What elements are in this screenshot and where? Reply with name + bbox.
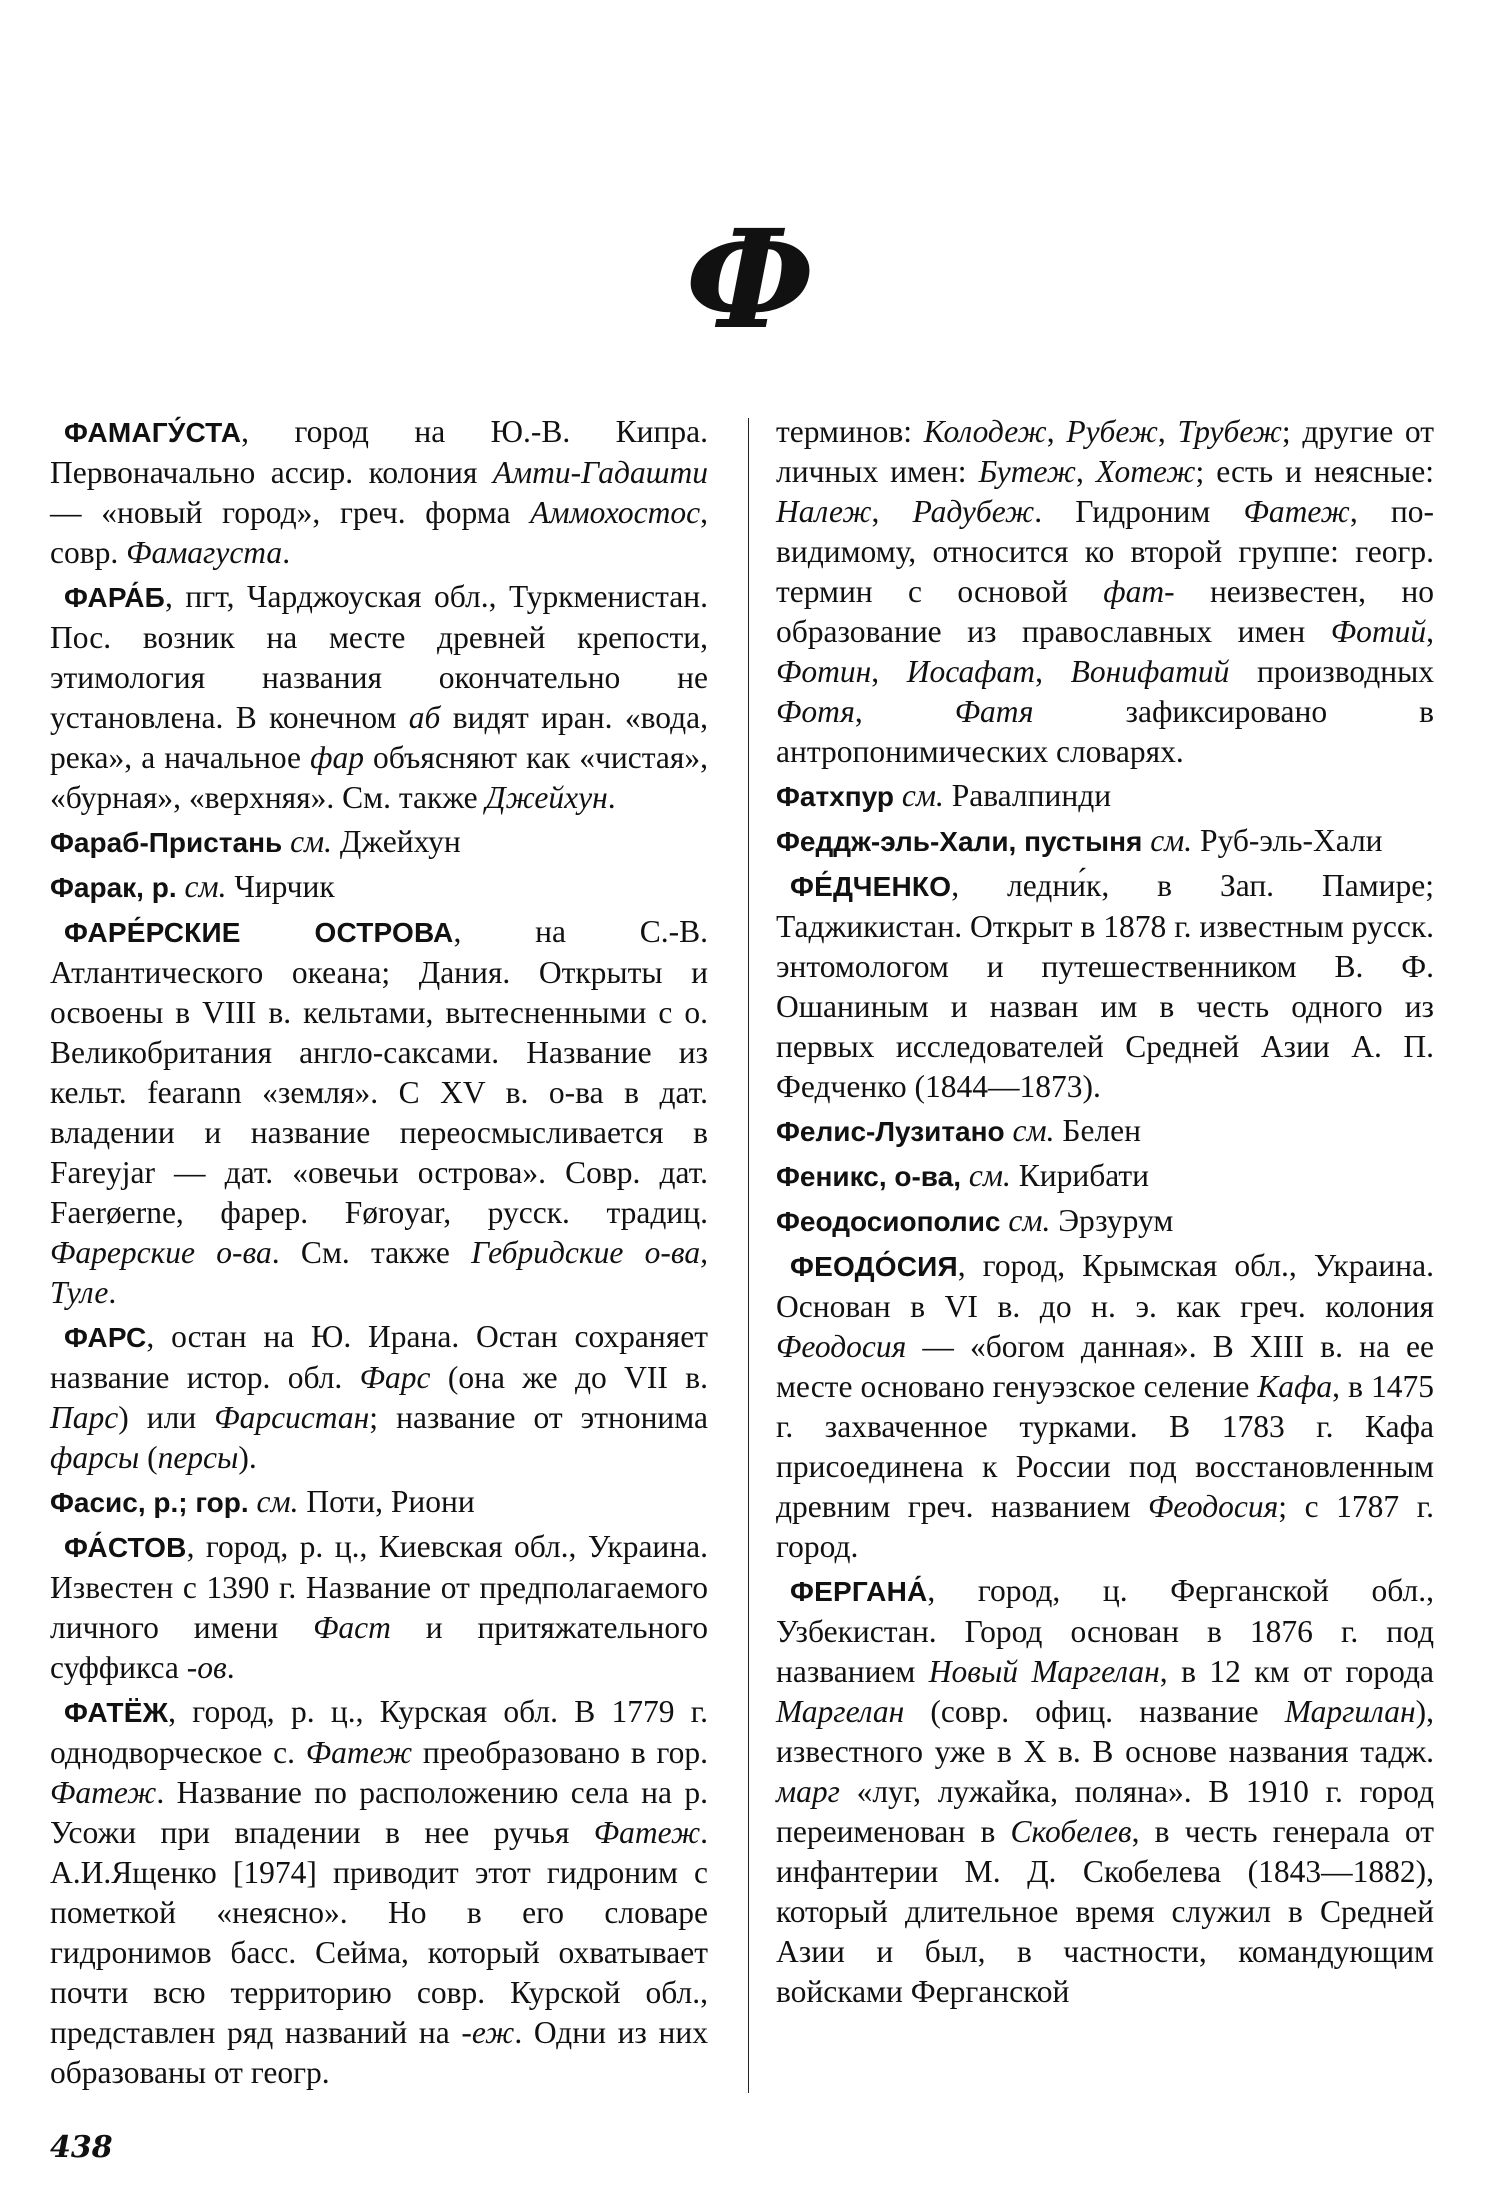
page-number: 438 xyxy=(50,2130,113,2165)
italic-term: фат- xyxy=(1103,574,1175,609)
italic-term: Фарерские о-ва xyxy=(50,1235,272,1270)
italic-term: марг xyxy=(776,1774,840,1809)
cross-reference-entry xyxy=(50,1482,708,1523)
entry-text: . xyxy=(226,1650,235,1685)
entry-text: Джейхун xyxy=(332,824,461,859)
entry-text: . А.И.Ященко [1974] приводит этот гидроним с пометкой «неясно». Но в его словаре гидронимов басс. Сейма, который охватывает почти всю территорию совр. Курской обл., представлен ряд названий на xyxy=(50,1815,708,2050)
dictionary-entry xyxy=(50,412,708,573)
cross-reference-entry xyxy=(776,1156,1434,1197)
italic-term: см. xyxy=(1142,823,1193,858)
entry-text: . Гидроним xyxy=(1034,494,1244,529)
italic-term: см. xyxy=(176,869,227,904)
entry-headword: Фелис-Лузитано xyxy=(776,1116,1005,1147)
left-column xyxy=(50,412,708,2097)
italic-term: Джейхун xyxy=(485,780,608,815)
entry-headword: ФЕ́ДЧЕНКО xyxy=(790,871,952,902)
italic-term: Фатя xyxy=(954,694,1034,729)
italic-term: Гебридские о-ва, Туле xyxy=(50,1235,708,1310)
entry-text: . Название по расположению села на р. Усожи при впадении в нее ручья xyxy=(50,1775,708,1850)
entry-headword: ФАРС xyxy=(64,1322,147,1353)
dictionary-entry xyxy=(50,1317,708,1478)
entry-headword: ФЕРГАНА́ xyxy=(790,1576,928,1607)
entry-text: , город, р. ц., Киевская обл., Украина. Известен с 1390 г. Название от предполагаемого личного имени xyxy=(50,1529,708,1645)
entry-text: , совр. xyxy=(50,495,708,570)
italic-term: Фарс xyxy=(359,1360,431,1395)
italic-term: Маргелан xyxy=(776,1694,905,1729)
italic-term: см. xyxy=(1004,1113,1055,1148)
dictionary-entry xyxy=(50,1527,708,1688)
entry-text: «луг, лужайка, поляна». В 1910 г. город переименован в xyxy=(776,1774,1434,1849)
italic-term: Фамагуста xyxy=(126,535,283,570)
italic-term: Колодеж xyxy=(923,414,1047,449)
italic-term: см. xyxy=(1000,1203,1051,1238)
entry-headword: ФЕОДО́СИЯ xyxy=(790,1251,958,1282)
entry-text: (она же до VII в. xyxy=(430,1360,708,1395)
cross-reference-entry xyxy=(776,776,1434,817)
entry-text: ) или xyxy=(118,1400,215,1435)
entry-text: , xyxy=(1157,414,1178,449)
entry-text: ; название от этнонима xyxy=(369,1400,708,1435)
entry-headword: Фарак, р. xyxy=(50,872,177,903)
entry-text: Белен xyxy=(1054,1113,1142,1148)
column-divider xyxy=(748,418,749,2093)
entry-text: Поти, Риони xyxy=(298,1484,475,1519)
italic-term: -еж xyxy=(461,2015,515,2050)
italic-term: аб xyxy=(408,700,441,735)
entry-headword: ФАРЕ́РСКИЕ ОСТРОВА xyxy=(64,917,454,948)
entry-text: Равалпинди xyxy=(943,778,1112,813)
entry-text: , xyxy=(871,654,907,689)
entry-text: , город, р. ц., Курская обл. В 1779 г. однодворческое с. xyxy=(50,1694,708,1770)
entry-text: , xyxy=(1046,414,1067,449)
entry-text: , в честь генерала от инфантерии М. Д. Скобелева (1843—1882), который длительное время служил в Средней Азии и был, в частности, командующим войсками Ферганской xyxy=(776,1814,1434,2009)
entry-text: , xyxy=(871,494,913,529)
entry-text: , xyxy=(1035,654,1071,689)
entry-text: , xyxy=(1426,614,1434,649)
italic-term: см. xyxy=(961,1158,1011,1193)
italic-term: фар xyxy=(310,740,364,775)
entry-text: — «богом данная». В XIII в. на ее месте основано генуэзское селение xyxy=(776,1329,1434,1404)
italic-term: Радубеж xyxy=(912,494,1035,529)
cross-reference-entry xyxy=(50,867,708,908)
dictionary-entry xyxy=(50,577,708,818)
right-column xyxy=(776,412,1434,2016)
italic-term: Иосафат xyxy=(906,654,1036,689)
italic-term: Феодосия xyxy=(776,1329,907,1364)
entry-text: видят иран. «вода, река», а начальное xyxy=(50,700,708,775)
entry-text: ), известного уже в X в. В основе названия тадж. xyxy=(776,1694,1434,1769)
italic-term: Фотин xyxy=(776,654,872,689)
entry-text: (совр. офиц. название xyxy=(904,1694,1285,1729)
entry-text: Кирибати xyxy=(1010,1158,1150,1193)
entry-text: зафиксировано в антропонимических словарях. xyxy=(776,694,1434,769)
entry-text: , ледни́к, в Зап. Памире; Таджикистан. Открыт в 1878 г. известным русск. энтомологом и путешественником В. Ф. Ошаниным и назван им в честь одного из первых исследователей Средней Азии А. П. Федченко (1844—1873). xyxy=(776,868,1434,1104)
italic-term: Феодосия xyxy=(1147,1489,1279,1524)
italic-term: Бутеж xyxy=(978,454,1076,489)
italic-term: Фаст xyxy=(313,1610,391,1645)
entry-headword: Феникс, о-ва, xyxy=(776,1161,961,1192)
entry-text: производных xyxy=(1229,654,1434,689)
entry-text: . xyxy=(282,535,291,570)
cross-reference-entry xyxy=(776,821,1434,862)
italic-term: Амти-Гадашти xyxy=(492,455,708,490)
entry-text: . См. также xyxy=(271,1235,472,1270)
italic-term: персы xyxy=(157,1440,239,1475)
entry-text: объясняют как «чистая», «бурная», «верхняя». См. также xyxy=(50,740,708,815)
italic-term: Фотя xyxy=(776,694,855,729)
entry-text: Чирчик xyxy=(226,869,335,904)
dictionary-entry xyxy=(50,1692,708,2093)
italic-term: см. xyxy=(282,824,333,859)
italic-term: Фатеж xyxy=(1243,494,1350,529)
cross-reference-entry xyxy=(50,822,708,863)
italic-term: Рубеж xyxy=(1066,414,1158,449)
entry-text: , остан на Ю. Ирана. Остан сохраняет название истор. обл. xyxy=(50,1319,708,1395)
entry-headword: ФАТЁЖ xyxy=(64,1697,169,1728)
entry-text: ). xyxy=(238,1440,257,1475)
italic-term: Фатеж xyxy=(593,1815,701,1850)
entry-text: , xyxy=(854,694,955,729)
section-letter: Ф xyxy=(685,200,815,360)
entry-text: . Одни из них образованы от геогр. xyxy=(50,2015,708,2090)
entry-text: неизвестен, но образование из православных имен xyxy=(776,574,1434,649)
entry-text: преобразовано в гор. xyxy=(412,1735,708,1770)
italic-term: см. xyxy=(248,1484,299,1519)
entry-text: , город на Ю.-В. Кипра. Первоначально ассир. колония xyxy=(50,414,708,490)
dictionary-entry xyxy=(776,1246,1434,1567)
entry-text: Эрзурум xyxy=(1050,1203,1174,1238)
italic-term: Фотий xyxy=(1330,614,1427,649)
italic-term: Вонифатий xyxy=(1070,654,1230,689)
italic-term: Фатеж xyxy=(50,1775,157,1810)
dictionary-entry xyxy=(776,866,1434,1107)
entry-text: ; другие от личных имен: xyxy=(776,414,1435,489)
entry-text: — «новый город», греч. форма xyxy=(50,495,531,530)
entry-text: Руб-эль-Хали xyxy=(1192,823,1383,858)
italic-term: -ов xyxy=(186,1650,227,1685)
entry-text: терминов: xyxy=(776,414,924,449)
italic-term: см. xyxy=(893,778,944,813)
entry-headword: Феддж-эль-Хали, пустыня xyxy=(776,826,1143,857)
entry-headword: ФА́СТОВ xyxy=(64,1532,187,1563)
entry-headword: Фатхпур xyxy=(776,781,894,812)
entry-text: и притяжательного суффикса xyxy=(50,1610,709,1685)
italic-term: Новый Маргелан xyxy=(928,1654,1160,1689)
cross-reference-entry xyxy=(776,1201,1434,1242)
italic-term: Скобелев xyxy=(1010,1814,1132,1849)
entry-headword: Фасис, р.; гор. xyxy=(50,1487,249,1518)
italic-term: Парс xyxy=(50,1400,119,1435)
entry-text: , на С.-В. Атлантического океана; Дания. Открыты и освоены в VIII в. кельтами, вытесненными с о. Великобритания англо-саксами. Название из кельт. fearann «земля». С XV в. о-ва в дат. владении и название переосмысливается в Fareyjar — дат. «овечьи острова». Совр. дат. Faerøerne, фарер. Føroyar, русск. традиц. xyxy=(50,914,708,1230)
entry-text: , город, ц. Ферганской обл., Узбекистан. Город основан в 1876 г. под названием xyxy=(776,1573,1434,1689)
italic-term: Фарсистан xyxy=(214,1400,370,1435)
entry-text: , xyxy=(1076,454,1096,489)
italic-term: фарсы xyxy=(50,1440,140,1475)
entry-text: ; есть и неясные: xyxy=(1195,454,1435,489)
dictionary-entry xyxy=(50,912,708,1313)
italic-term: Фатеж xyxy=(305,1735,413,1770)
dictionary-entry xyxy=(776,1571,1434,2012)
entry-text: . xyxy=(108,1275,117,1310)
cross-reference-entry xyxy=(776,1111,1434,1152)
entry-headword: ФАРА́Б xyxy=(64,582,165,613)
dictionary-entry xyxy=(776,412,1434,772)
entry-text: ; с 1787 г. город. xyxy=(776,1489,1434,1564)
italic-term: Кафа xyxy=(1257,1369,1333,1404)
italic-term: Належ xyxy=(776,494,872,529)
entry-text: , по-видимому, относится ко второй группе: геогр. термин с основой xyxy=(776,494,1434,609)
entry-text: , город, Крымская обл., Украина. Основан в VI в. до н. э. как греч. колония xyxy=(776,1248,1434,1324)
entry-headword: ФАМАГУ́СТА xyxy=(64,417,242,448)
entry-text: . xyxy=(607,780,616,815)
entry-headword: Фараб-Пристань xyxy=(50,827,283,858)
italic-term: Хотеж xyxy=(1095,454,1196,489)
entry-text: , в 12 км от города xyxy=(1159,1654,1434,1689)
italic-term: Трубеж xyxy=(1177,414,1282,449)
italic-term: Маргилан xyxy=(1284,1694,1416,1729)
entry-text: , в 1475 г. захваченное турками. В 1783 г. Кафа присоединена к России под восстановленным древним греч. названием xyxy=(776,1369,1435,1524)
entry-text: ( xyxy=(139,1440,158,1475)
entry-headword: Феодосиополис xyxy=(776,1206,1001,1237)
entry-text: , пгт, Чарджоуская обл., Туркменистан. Пос. возник на месте древней крепости, этимология названия окончательно не установлена. В конечном xyxy=(50,579,708,735)
italic-term: Аммохостос xyxy=(530,495,701,530)
